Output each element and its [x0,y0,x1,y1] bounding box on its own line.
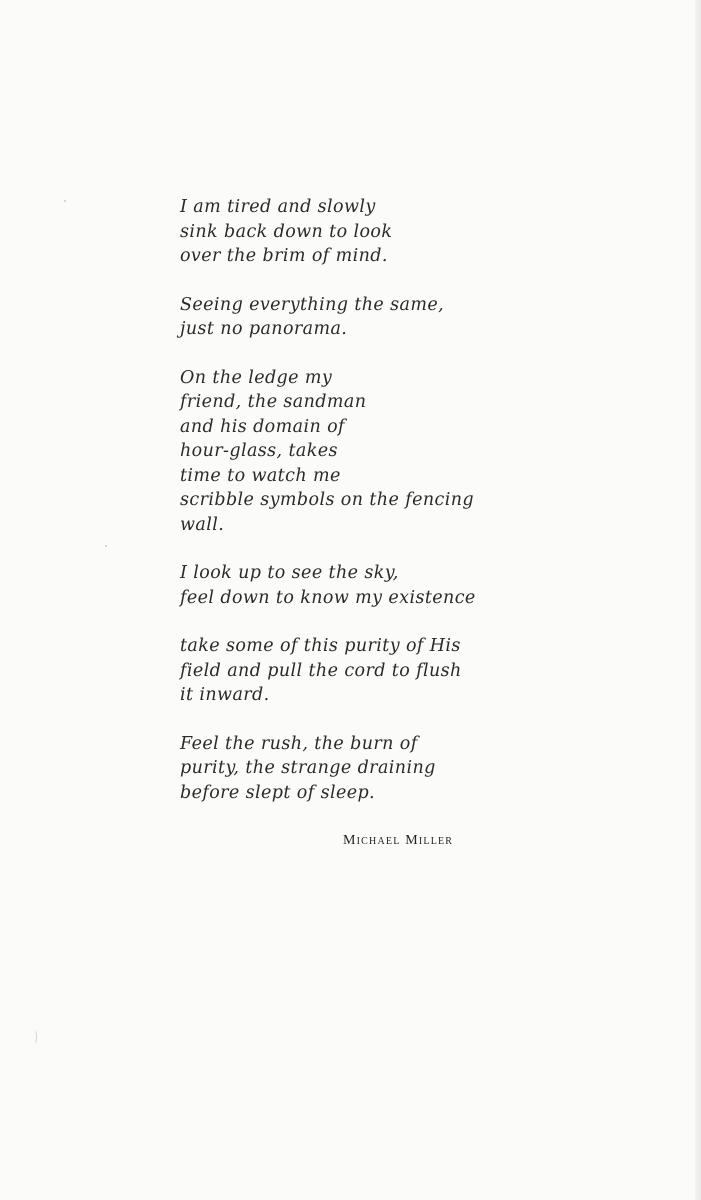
poem-line: purity, the strange draining [180,758,436,778]
stanza-3 [180,366,510,538]
stanza-2 [180,293,510,342]
poem-line: scribble symbols on the fencing [180,490,474,510]
paper-speck [105,545,107,547]
poem-line: I am tired and slowly [180,197,376,217]
stanza-4 [180,561,510,610]
stanza-6 [180,732,510,806]
poem-line: and his domain of [180,416,345,437]
poem-line: take some of this purity of His [180,636,461,656]
poem-line: time to watch me [180,465,341,486]
stanza-1 [180,195,510,269]
poem-body [180,195,510,829]
page-edge-shadow [695,0,701,1200]
poem-line: over the brim of mind. [180,246,388,266]
poem-line: just no panorama. [180,319,348,339]
poem-line: hour-glass, takes [180,441,338,461]
poem-line: sink back down to look [180,221,393,242]
poem-line: Feel the rush, the burn of [180,733,418,754]
poem-line: feel down to know my existence [180,587,476,608]
poem-line: wall. [180,514,225,535]
poem-line: it inward. [180,685,270,705]
poem-line: On the ledge my [180,367,333,388]
paper-speck [64,200,66,202]
poem-line: I look up to see the sky, [180,563,399,583]
poem-line: field and pull the cord to flush [180,660,462,681]
poem-line: Seeing everything the same, [180,294,445,315]
poem-line: friend, the sandman [180,392,367,412]
paper-mark [32,1030,37,1044]
stanza-5 [180,634,510,708]
poem-line: before slept of sleep. [180,782,376,803]
author-signature: Michael Miller [343,833,454,848]
